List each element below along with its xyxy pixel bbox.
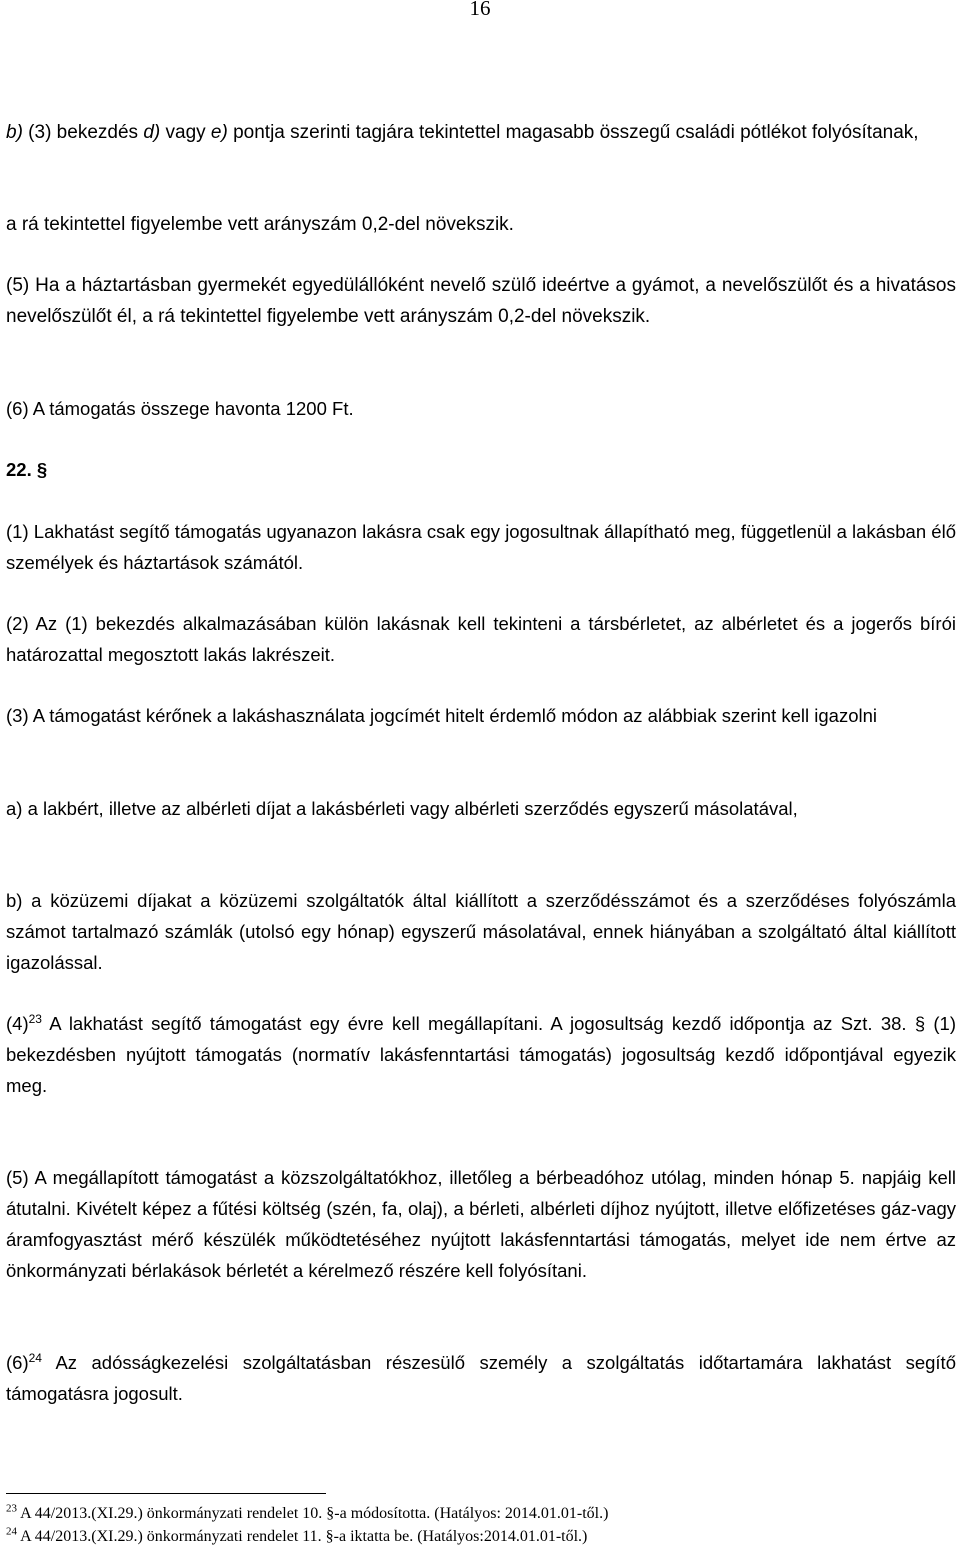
footnote-ref-24: 24 xyxy=(28,1350,42,1365)
text-part: (4) xyxy=(6,1013,29,1034)
paragraph-22-6 xyxy=(6,1347,956,1409)
text-part: A lakhatást segítő támogatást egy évre kell megállapítani. A jogosultság kezdő időpontja az Szt. 38. § (1) bekezdésben nyújtott támogatás (normatív lakásfenntartási támogatás) jogosultság kezdő időpontjával egyezik meg. xyxy=(6,1013,956,1096)
page-number: 16 xyxy=(469,0,491,20)
text-part: (3) bekezdés xyxy=(22,122,144,143)
paragraph-b-3 xyxy=(6,117,956,148)
paragraph-b-continuation: a rá tekintettel figyelembe vett arányszám 0,2-del növekszik. xyxy=(6,214,514,235)
paragraph-22-3-b: b) a közüzemi díjakat a közüzemi szolgáltatók által kiállított a szerződésszámot és a szerződéses folyószámla számot tartalmazó számlák (utolsó egy hónap) egyszerű másolatával, ennek hiányában a szolgáltató által kiállított igazolással. xyxy=(6,890,956,973)
text-part: Az adósságkezelési szolgáltatásban részesülő személy a szolgáltatás időtartamára lakhatást segítő támogatásra jogosult. xyxy=(6,1352,956,1404)
footnote-divider xyxy=(6,1493,326,1494)
paragraph-6: (6) A támogatás összege havonta 1200 Ft. xyxy=(6,398,354,419)
paragraph-5: (5) Ha a háztartásban gyermekét egyedülállóként nevelő szülő ideértve a gyámot, a nevelőszülőt és a hivatásos nevelőszülőt él, a rá tekintettel figyelembe vett arányszám 0,2-del növekszik. xyxy=(6,275,956,327)
text-part: vagy xyxy=(160,122,211,143)
footnote-text: A 44/2013.(XI.29.) önkormányzati rendelet 11. §-a iktatta be. (Hatályos:2014.01.01-től.) xyxy=(17,1528,588,1545)
text-part: pontja szerinti tagjára tekintettel magasabb összegű családi pótlékot folyósítanak, xyxy=(227,122,919,143)
section-heading-22: 22. § xyxy=(6,459,48,480)
footnote-23 xyxy=(6,1504,956,1524)
paragraph-22-2: (2) Az (1) bekezdés alkalmazásában külön lakásnak kell tekinteni a társbérletet, az albérletet és a jogerős bírói határozattal megosztott lakás lakrészeit. xyxy=(6,613,956,665)
paragraph-22-5: (5) A megállapított támogatást a közszolgáltatókhoz, illetőleg a bérbeadóhoz utólag, minden hónap 5. napjáig kell átutalni. Kivételt képez a fűtési költség (szén, fa, olaj), a bérleti, albérleti díjhoz nyújtott, illetve előfizetéses gáz-vagy áramfogyasztást mérő készülék működtetéséhez nyújtott lakásfenntartási támogatás, melyet ide nem értve az önkormányzati bérlakások bérletét a kérelmező részére kell folyósítani. xyxy=(6,1167,956,1281)
footnote-text: A 44/2013.(XI.29.) önkormányzati rendelet 10. §-a módosította. (Hatályos: 2014.01.01-től.) xyxy=(17,1505,609,1522)
paragraph-22-1: (1) Lakhatást segítő támogatás ugyanazon lakásra csak egy jogosultnak állapítható meg, függetlenül a lakásban élő személyek és háztartások számától. xyxy=(6,521,956,573)
footnote-ref-23: 23 xyxy=(28,1011,42,1026)
footnote-24 xyxy=(6,1527,956,1547)
italic-ref: d) xyxy=(143,122,161,143)
paragraph-22-3-a: a) a lakbért, illetve az albérleti díjat a lakásbérleti vagy albérleti szerződés egyszerű másolatával, xyxy=(6,798,798,819)
paragraph-22-3: (3) A támogatást kérőnek a lakáshasználata jogcímét hitelt érdemlő módon az alábbiak szerint kell igazolni xyxy=(6,705,877,726)
footnote-number: 24 xyxy=(6,1525,17,1538)
footnote-number: 23 xyxy=(6,1502,17,1515)
text-part: (6) xyxy=(6,1352,29,1373)
paragraph-22-4 xyxy=(6,1008,956,1101)
item-label: b) xyxy=(6,122,23,143)
italic-ref: e) xyxy=(210,122,228,143)
